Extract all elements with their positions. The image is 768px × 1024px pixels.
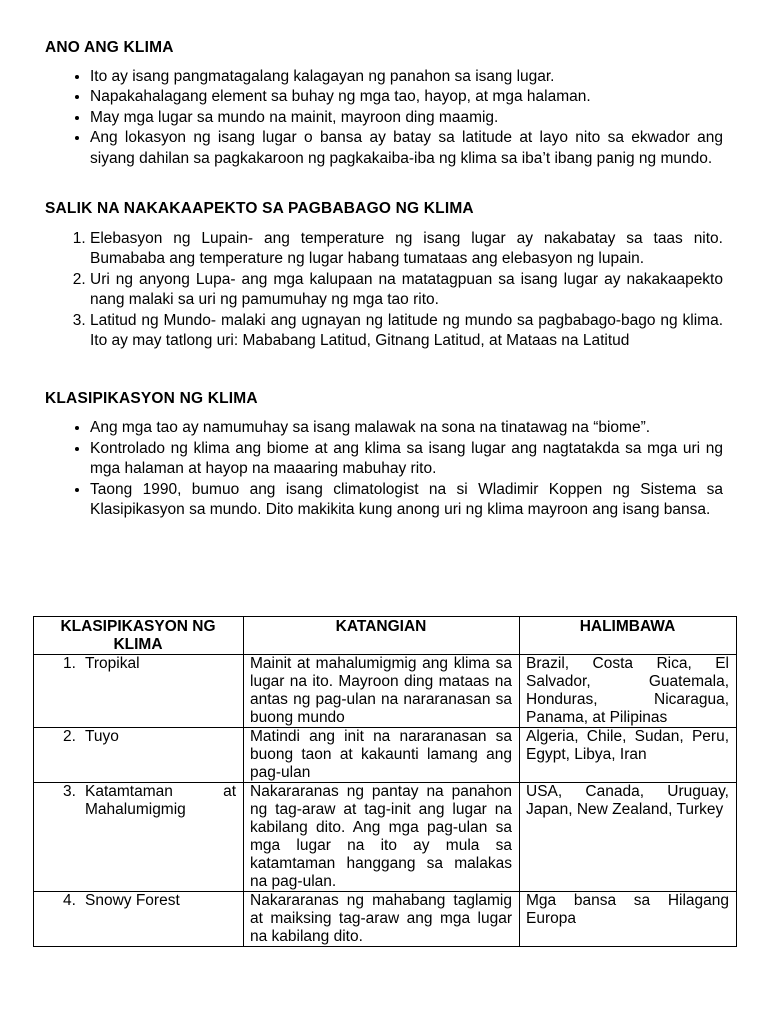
- table-row: [34, 655, 737, 728]
- section-heading: ANO ANG KLIMA: [45, 39, 174, 56]
- row-label: Snowy Forest: [85, 892, 180, 909]
- list-item: • Napakahalagang element sa buhay ng mga tao, hayop, at mga halaman.: [90, 87, 723, 107]
- row-label: Tuyo: [85, 728, 119, 745]
- cell-katangian: Mainit at mahalumigmig ang klima sa lugar na ito. Mayroon ding mataas na antas ng pag-ulan na nararanasan sa buong mundo: [244, 655, 520, 728]
- list-item: 1. Elebasyon ng Lupain- ang temperature ng isang lugar ay nakabatay sa taas nito. Bumababa ang temperature ng lugar habang tumataas ang elebasyon ng lupain.: [90, 229, 723, 270]
- bullet-list: [45, 418, 723, 520]
- column-header-klasipikasyon: KLASIPIKASYON NG KLIMA: [34, 617, 244, 655]
- list-item: • Ang mga tao ay namumuhay sa isang malawak na sona na tinatawag na “biome”.: [90, 418, 723, 438]
- column-header-katangian: KATANGIAN: [244, 617, 520, 655]
- cell-klasipikasyon: [34, 892, 244, 947]
- cell-katangian: Nakararanas ng pantay na panahon ng tag-araw at tag-init ang lugar na kabilang dito. Ang mga pag-ulan sa mga lugar na ito ay mula sa katamtaman hanggang sa malakas na pag-ulan.: [244, 783, 520, 892]
- list-item: • Ang lokasyon ng isang lugar o bansa ay batay sa latitude at layo nito sa ekwador ang siyang dahilan sa pagkakaroon ng pagkakaiba-iba ng klima sa iba’t ibang panig ng mundo.: [90, 128, 723, 169]
- cell-klasipikasyon: [34, 728, 244, 783]
- row-number: 4.: [63, 892, 76, 909]
- table-header-row: [34, 617, 737, 655]
- cell-katangian: Nakararanas ng mahabang taglamig at maiksing tag-araw ang mga lugar na kabilang dito.: [244, 892, 520, 947]
- row-number: 3.: [63, 783, 76, 800]
- section-salik: [45, 199, 723, 351]
- cell-halimbawa: USA, Canada, Uruguay, Japan, New Zealand, Turkey: [520, 783, 737, 892]
- cell-halimbawa: Mga bansa sa Hilagang Europa: [520, 892, 737, 947]
- section-ano-ang-klima: [45, 38, 723, 169]
- cell-klasipikasyon: [34, 783, 244, 892]
- list-item: • May mga lugar sa mundo na mainit, mayroon ding maamig.: [90, 108, 723, 128]
- cell-halimbawa: Brazil, Costa Rica, El Salvador, Guatemala, Honduras, Nicaragua, Panama, at Pilipinas: [520, 655, 737, 728]
- row-label: Katamtaman at Mahalumigmig: [85, 783, 236, 818]
- bullet-list: [45, 67, 723, 169]
- table-row: [34, 783, 737, 892]
- table-row: [34, 728, 737, 783]
- list-item: 3. Latitud ng Mundo- malaki ang ugnayan ng latitude ng mundo sa pagbabago-bago ng klima. Ito ay may tatlong uri: Mababang Latitud, Gitnang Latitud, at Mataas na Latitud: [90, 311, 723, 352]
- cell-halimbawa: Algeria, Chile, Sudan, Peru, Egypt, Libya, Iran: [520, 728, 737, 783]
- cell-katangian: Matindi ang init na nararanasan sa buong taon at kakaunti lamang ang pag-ulan: [244, 728, 520, 783]
- list-item: • Kontrolado ng klima ang biome at ang klima sa isang lugar ang nagtatakda sa mga uri ng mga halaman at hayop na maaaring mabuhay rito.: [90, 439, 723, 480]
- row-number: 1.: [63, 655, 76, 672]
- document-page: [45, 38, 723, 521]
- list-item: 2. Uri ng anyong Lupa- ang mga kalupaan na matatagpuan sa isang lugar ay nakakaapekto nang malaki sa uri ng pamumuhay ng mga tao rito.: [90, 270, 723, 311]
- list-item: • Ito ay isang pangmatagalang kalagayan ng panahon sa isang lugar.: [90, 67, 723, 87]
- column-header-halimbawa: HALIMBAWA: [520, 617, 737, 655]
- row-label: Tropikal: [85, 655, 140, 672]
- numbered-list: [45, 229, 723, 351]
- climate-classification-table: [33, 616, 737, 947]
- table-row: [34, 892, 737, 947]
- section-heading: KLASIPIKASYON NG KLIMA: [45, 390, 258, 408]
- section-klasipikasyon: [45, 389, 723, 520]
- section-heading: SALIK NA NAKAKAAPEKTO SA PAGBABAGO NG KLIMA: [45, 200, 474, 218]
- list-item: • Taong 1990, bumuo ang isang climatologist na si Wladimir Koppen ng Sistema sa Klasipikasyon sa mundo. Dito makikita kung anong uri ng klima mayroon ang isang bansa.: [90, 480, 723, 521]
- cell-klasipikasyon: [34, 655, 244, 728]
- row-number: 2.: [63, 728, 76, 745]
